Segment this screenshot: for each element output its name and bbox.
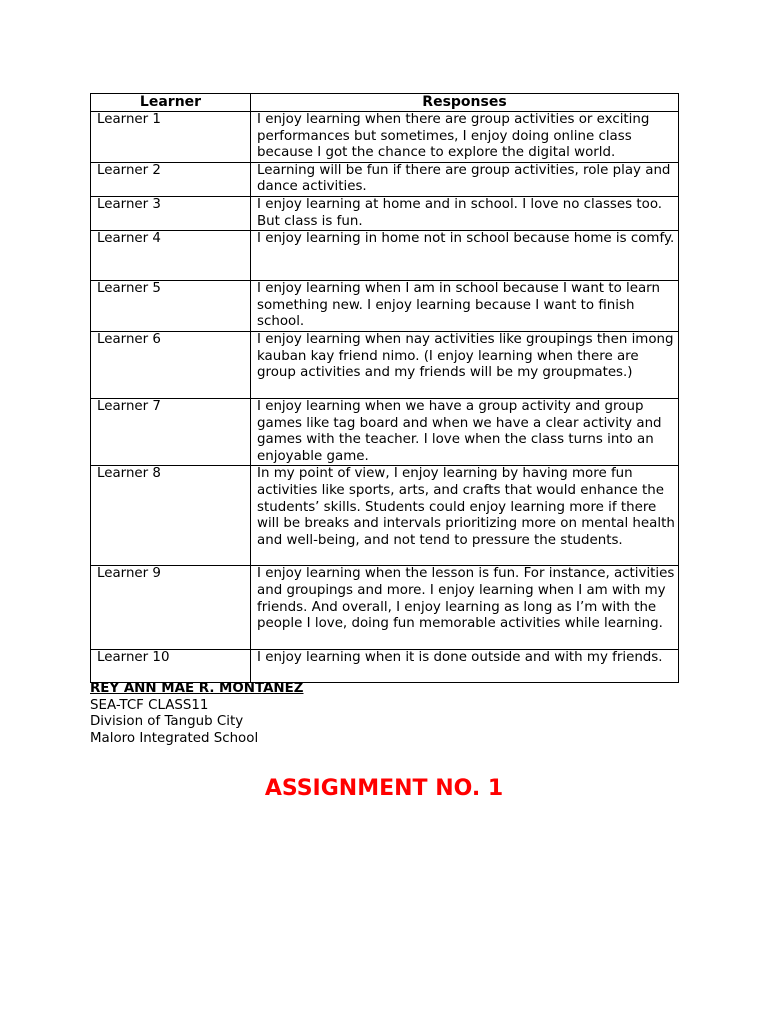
learner-cell: Learner 6	[91, 331, 251, 398]
header-learner: Learner	[91, 94, 251, 112]
author-division: Division of Tangub City	[90, 714, 244, 730]
learner-cell: Learner 4	[91, 231, 251, 281]
learner-cell: Learner 1	[91, 112, 251, 163]
table-row	[91, 162, 679, 196]
table-row	[91, 566, 679, 650]
learner-cell: Learner 3	[91, 196, 251, 230]
table-row	[91, 398, 679, 465]
table-row	[91, 112, 679, 163]
response-cell: I enjoy learning when the lesson is fun. For instance, activities and groupings and more. I enjoy learning when I am with my friends. And overall, I enjoy learning as long as I’m with the people I love, doing fun memorable activities while learning.	[251, 566, 679, 650]
author-block	[90, 681, 304, 747]
response-cell: In my point of view, I enjoy learning by having more fun activities like sports, arts, and crafts that would enhance the students’ skills. Students could enjoy learning more if there will be breaks and intervals prioritizing more on mental health and well-being, and not tend to pressure the students.	[251, 466, 679, 566]
learner-cell: Learner 7	[91, 398, 251, 465]
table-row	[91, 196, 679, 230]
header-responses: Responses	[251, 94, 679, 112]
response-cell: I enjoy learning when there are group activities or exciting performances but sometimes, I enjoy doing online class because I got the chance to explore the digital world.	[251, 112, 679, 163]
learner-cell: Learner 9	[91, 566, 251, 650]
response-cell: I enjoy learning when nay activities like groupings then imong kauban kay friend nimo. (I enjoy learning when there are group activities and my friends will be my groupmates.)	[251, 331, 679, 398]
table-row	[91, 650, 679, 683]
table-row	[91, 466, 679, 566]
learner-cell: Learner 2	[91, 162, 251, 196]
learner-cell: Learner 10	[91, 650, 251, 683]
author-class: SEA-TCF CLASS11	[90, 697, 209, 713]
author-name: REY ANN MAE R. MONTANEZ	[90, 681, 304, 696]
learner-cell: Learner 8	[91, 466, 251, 566]
learner-cell: Learner 5	[91, 281, 251, 332]
table-header-row	[91, 94, 679, 112]
table-row	[91, 281, 679, 332]
responses-table	[90, 93, 679, 683]
response-cell: Learning will be fun if there are group activities, role play and dance activities.	[251, 162, 679, 196]
response-cell: I enjoy learning when we have a group activity and group games like tag board and when we have a clear activity and games with the teacher. I love when the class turns into an enjoyable game.	[251, 398, 679, 465]
response-cell: I enjoy learning when I am in school because I want to learn something new. I enjoy learning because I want to finish school.	[251, 281, 679, 332]
response-cell: I enjoy learning at home and in school. I love no classes too. But class is fun.	[251, 196, 679, 230]
author-school: Maloro Integrated School	[90, 730, 259, 746]
table-row	[91, 231, 679, 281]
response-cell: I enjoy learning when it is done outside and with my friends.	[251, 650, 679, 683]
response-cell: I enjoy learning in home not in school because home is comfy.	[251, 231, 679, 281]
assignment-title: ASSIGNMENT NO. 1	[264, 776, 504, 801]
table-row	[91, 331, 679, 398]
